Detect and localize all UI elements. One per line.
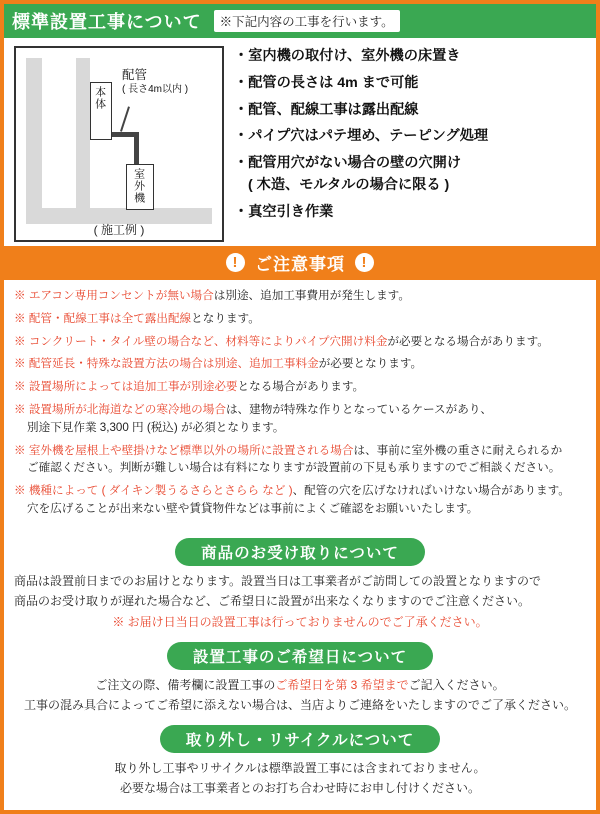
text-line-red: ※ お届け日当日の設置工事は行っておりませんのでご了承ください。 (112, 614, 488, 629)
page-title: 標準設置工事について (12, 12, 202, 32)
list-item: ・ パイプ穴はパテ埋め、テーピング処理 (234, 128, 590, 146)
note-item (14, 402, 586, 419)
note-rest: が必要となります。 (318, 357, 423, 371)
note-rest: 、配管の穴を広げなければいけない場合があります。 (292, 484, 570, 498)
diagram-pipe-length-label: ( 長さ4m以内 ) (122, 84, 189, 95)
list-item: ・ 真空引き作業 (234, 204, 590, 222)
note-item (14, 311, 586, 328)
note-red: 配管延長・特殊な設置方法の場合は別途、追加工事料金 (28, 357, 319, 371)
feature-list (224, 46, 590, 242)
caution-band-title: ご注意事項 (255, 255, 345, 274)
note-item (14, 443, 586, 460)
exclamation-icon: ! (355, 253, 374, 272)
header-subtitle: ※下記内容の工事を行います。 (214, 10, 400, 32)
diagram-caption: ( 施工例 ) (93, 223, 145, 237)
note-red: コンクリート・タイル壁の場合など、材料等によりパイプ穴開け料金 (28, 334, 388, 348)
text-pre: ご注文の際、備考欄に設置工事の (95, 677, 276, 692)
text-red: ご希望日を第 3 希望まで (275, 677, 409, 692)
note-item-continued: 別途下見作業 3,300 円 (税込) が必須となります。 (27, 420, 285, 434)
note-red: 配管・配線工事は全て露出配線 (28, 311, 192, 325)
note-rest: が必要となる場合があります。 (387, 334, 549, 348)
note-rest: となります。 (191, 311, 260, 325)
note-item (14, 288, 586, 305)
list-item-sub: ( 木造、モルタルの場合に限る ) (248, 176, 450, 193)
note-item-continued: 穴を広げることが出来ない壁や賃貸物件などは事前によくご確認をお願いいたします。 (27, 501, 479, 515)
diagram-indoor-label: 本体 (93, 86, 106, 110)
list-item: ・ 室内機の取付け、室外機の床置き (234, 48, 590, 66)
note-red: 設置場所によっては追加工事が別途必要 (28, 380, 238, 394)
section-body-date (4, 676, 596, 715)
note-rest: は、建物が特殊な作りとなっているケースがあり、 (225, 402, 493, 416)
text-line: 商品は設置前日までのお届けとなります。設置当日は工事業者がご訪問しての設置となりますので (14, 573, 542, 588)
installation-diagram (14, 46, 224, 242)
top-section (4, 38, 596, 246)
section-title-receive: 商品のお受け取りについて (175, 538, 425, 566)
note-rest: は、事前に室外機の重さに耐えられるか (353, 443, 563, 457)
note-rest: は別途、追加工事費用が発生します。 (213, 289, 410, 302)
diagram-pipe-label: 配管 (122, 68, 148, 82)
text-line (14, 676, 586, 695)
text-post: ご記入ください。 (408, 677, 505, 692)
note-red: 設置場所が北海道などの寒冷地の場合 (28, 402, 226, 416)
text-line: 取り外し工事やリサイクルは標準設置工事には含まれておりません。 (114, 760, 486, 775)
list-item: ・ 配管用穴がない場合の壁の穴開け (234, 155, 590, 173)
note-rest: となる場合があります。 (237, 380, 365, 394)
text-line: 工事の混み具合によってご希望に添えない場合は、当店よりご連絡をいたしますのでご了承ください。 (23, 698, 576, 713)
note-red: エアコン専用コンセントが無い場合 (28, 289, 214, 302)
exclamation-icon: ! (226, 253, 245, 272)
note-red: 室外機を屋根上や壁掛けなど標準以外の場所に設置される場合 (28, 443, 354, 457)
note-red: 機種によって ( ダイキン製うるさらとさらら など ) (28, 484, 293, 498)
note-item (14, 356, 586, 373)
list-item: ・ 配管の長さは 4m まで可能 (234, 75, 590, 93)
caution-band (4, 246, 596, 280)
notes-list (4, 280, 596, 528)
diagram-wall-left (26, 58, 42, 224)
note-item (14, 483, 586, 500)
section-body-recycle (4, 759, 596, 798)
diagram-outdoor-label: 室外機 (132, 168, 145, 204)
page-header (4, 4, 596, 38)
section-title-recycle: 取り外し・リサイクルについて (160, 725, 441, 753)
section-body-receive (4, 572, 596, 632)
diagram-leader-line (120, 106, 129, 131)
note-item (14, 379, 586, 396)
list-item: ・ 配管、配線工事は露出配線 (234, 102, 590, 120)
diagram-wall-inner (76, 58, 90, 208)
text-line: 必要な場合は工事業者とのお打ち合わせ時にお申し付けください。 (119, 781, 480, 796)
note-item (14, 334, 586, 351)
section-title-date: 設置工事のご希望日について (167, 642, 433, 670)
text-line: 商品のお受け取りが遅れた場合など、ご希望日に設置が出来なくなりますのでご注意ください。 (14, 594, 531, 609)
note-item-continued: ご確認ください。判断が難しい場合は有料になりますが設置前の下見も承りますのでご相談ください。 (27, 461, 561, 475)
